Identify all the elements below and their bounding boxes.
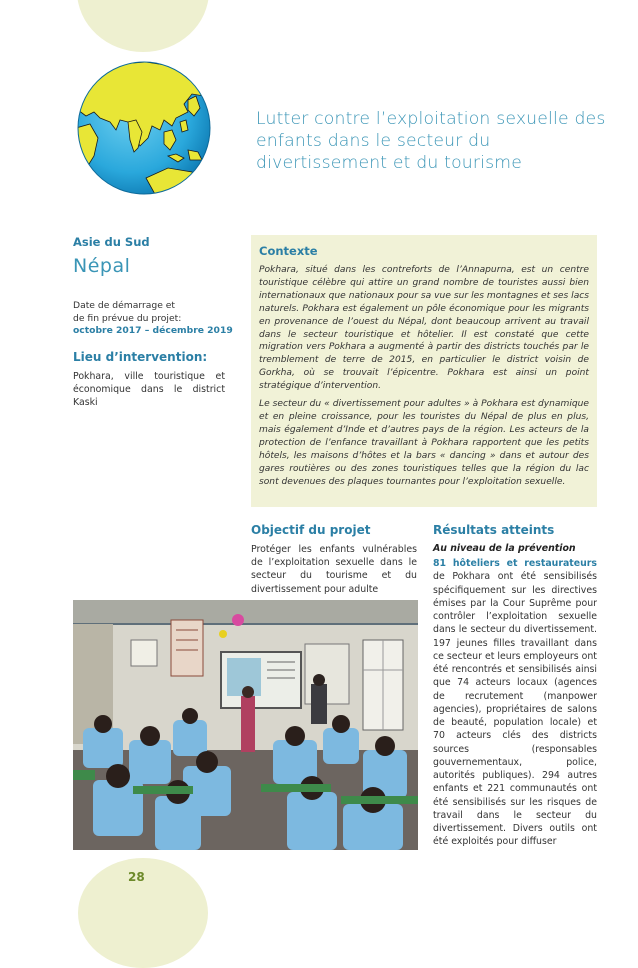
location-text: Pokhara, ville touristique et économique dans le district Kaski [73, 371, 225, 408]
project-dates [73, 300, 243, 338]
results-text [433, 557, 597, 849]
results-body: de Pokhara ont été sensibilisés spécifiquement sur les directives émises par la Cour Suprême pour contrôler l’exploitation sexuelle dans le secteur du divertissement. 197 jeunes filles travaillant dans ce secteur et leurs employeurs ont été rencontrés et sensibilisés ainsi que 74 acteurs locaux (agences de recrutement (manpower agencies), propriétaires de salons de beauté, population locale) et 70 acteurs clés des districts sources (responsables gouvernementaux, police, autorités publiques). 294 autres enfants et 221 communautés ont été sensibilisés sur les risques de travail dans le secteur du divertissement. Divers outils ont été exploités pour diffuser [433, 571, 597, 848]
decorative-circle-top [77, 0, 209, 52]
globe-asia-illustration [76, 60, 212, 196]
context-paragraph-2: Le secteur du « divertissement pour adultes » à Pokhara est dynamique et en pleine croissance, pour les touristes du Népal de plus en plus, mais également d’Inde et d’autres pays de la région. Les acteurs de la protection de l’enfance travaillant à Pokhara rapportent que les petits hôtels, les maisons d’hôtes et la bars « dancing » dans et autour des gares routières ou des zones touristiques telles que la région du lac sont devenues des plaques tournantes pour l’exploitation sexuelle. [259, 399, 589, 487]
objective-heading: Objectif du projet [251, 523, 371, 537]
page-number: 28 [128, 870, 145, 884]
context-box [251, 235, 597, 507]
dates-period: octobre 2017 – décembre 2019 [73, 325, 233, 336]
context-heading: Contexte [259, 244, 318, 258]
results-subheading: Au niveau de la prévention [433, 543, 576, 554]
region-label: Asie du Sud [73, 235, 150, 249]
dates-label-line2: de fin prévue du projet: [73, 312, 182, 324]
page-title: Lutter contre l’exploitation sexuelle des enfants dans le secteur du divertissement et du tourisme [256, 109, 606, 173]
country-heading: Népal [73, 255, 131, 277]
objective-text: Protéger les enfants vulnérables de l’exploitation sexuelle dans le secteur du tourisme et du divertissement pour adulte [251, 544, 417, 595]
context-paragraph-1: Pokhara, situé dans les contreforts de l’Annapurna, est un centre touristique célèbre qui attire un grand nombre de touristes aussi bien internationaux que nationaux pour sa vue sur les montagnes et ses lacs naturels. Pokhara est également un pôle économique pour les migrants en provenance de l’ouest du Népal, dont beaucoup arrivent au travail dans le secteur touristique et hôtelier. Il est constaté que cette migration vers Pokhara a augmenté à partir des districts touchés par le tremblement de terre de 2015, en particulier le district voisin de Gorkha, où se trouvait l’épicentre. Pokhara est ainsi un point stratégique d’intervention. [259, 265, 589, 392]
location-heading: Lieu d’intervention: [73, 350, 208, 364]
results-heading: Résultats atteints [433, 523, 555, 537]
results-highlight: 81 hôteliers et restaurateurs [433, 558, 597, 569]
classroom-photo [73, 600, 418, 850]
dates-label-line1: Date de démarrage et [73, 300, 176, 311]
